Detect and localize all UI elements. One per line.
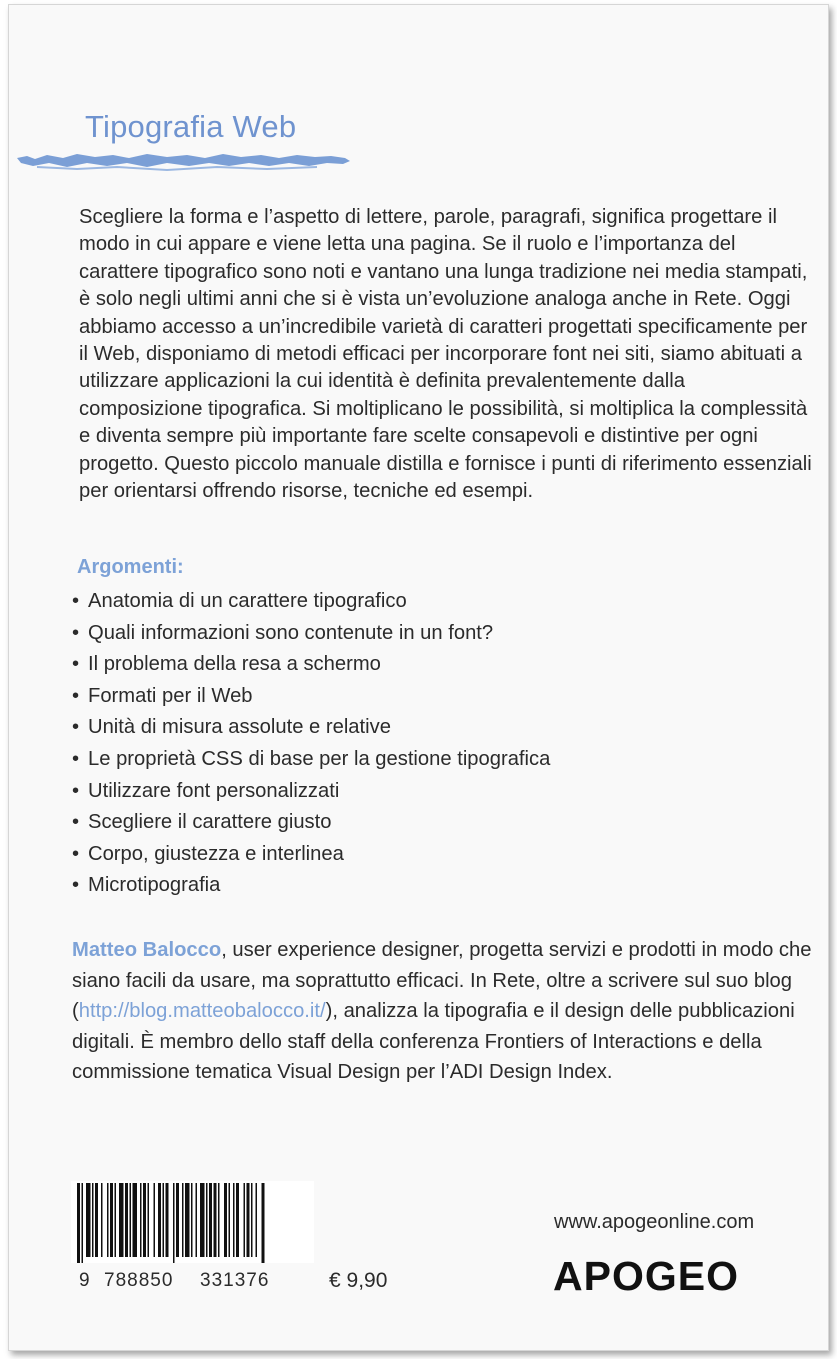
barcode-bar — [191, 1183, 193, 1257]
barcode-bar — [143, 1183, 146, 1257]
list-item — [72, 807, 550, 839]
bullet-icon: • — [72, 874, 80, 897]
publisher-logo: APOGEO — [553, 1253, 739, 1299]
barcode-bar — [148, 1183, 150, 1257]
list-item — [72, 618, 550, 650]
barcode-bar — [218, 1183, 220, 1257]
topic-label: Il problema della resa a schermo — [88, 653, 381, 676]
topic-label: Corpo, giustezza e interlinea — [88, 842, 344, 865]
author-bio-text-end: ), analizza la tipografia e il design delle pubblicazioni digitali. È membro dello staff della conferenza Frontiers of Interactions e della commissione tematica Visual Design per l’ADI Design Index. — [72, 1000, 795, 1083]
barcode-bar — [119, 1183, 124, 1257]
bullet-icon: • — [72, 779, 80, 802]
barcode-bar — [185, 1183, 190, 1257]
list-item — [72, 712, 550, 744]
isbn-barcode — [71, 1181, 314, 1263]
topic-label: Quali informazioni sono contenute in un font? — [88, 621, 494, 644]
topic-label: Scegliere il carattere giusto — [88, 811, 332, 834]
bullet-icon: • — [72, 811, 80, 834]
barcode-bar — [236, 1183, 239, 1257]
list-item — [72, 776, 550, 808]
publisher-website: www.apogeonline.com — [554, 1211, 755, 1233]
bullet-icon: • — [72, 747, 80, 770]
barcode-bar — [95, 1183, 98, 1257]
barcode-bar — [158, 1183, 161, 1257]
book-price: € 9,90 — [329, 1269, 388, 1292]
list-item — [72, 744, 550, 776]
author-bio-text: , user experience designer, progetta servizi e prodotti in modo che siano facili da usare, ma soprattutto efficaci. In Rete, oltre a scrivere sul suo blog ( — [72, 939, 812, 1022]
barcode-bar — [86, 1183, 91, 1257]
book-back-cover — [8, 4, 829, 1351]
isbn-digit-prefix: 9 — [79, 1270, 90, 1291]
list-item — [72, 649, 550, 681]
topics-list — [72, 586, 550, 902]
barcode-bar — [251, 1183, 253, 1257]
topics-heading: Argomenti: — [77, 556, 184, 578]
bullet-icon: • — [72, 842, 80, 865]
barcode-bar — [133, 1183, 138, 1257]
bullet-icon: • — [72, 621, 80, 644]
barcode-bar — [92, 1183, 94, 1257]
barcode-bar — [163, 1183, 165, 1257]
topic-label: Formati per il Web — [88, 684, 253, 707]
topic-label: Anatomia di un carattere tipografico — [88, 590, 407, 612]
author-blog-link[interactable]: http://blog.matteobalocco.it/ — [78, 1000, 326, 1022]
barcode-bar — [173, 1183, 175, 1263]
topic-label: Utilizzare font personalizzati — [88, 779, 340, 802]
list-item — [72, 870, 550, 902]
barcode-bar — [77, 1183, 80, 1263]
barcode-bar — [115, 1183, 117, 1257]
barcode-bar — [244, 1183, 246, 1257]
author-name: Matteo Balocco — [72, 939, 222, 961]
barcode-bar — [101, 1183, 103, 1257]
list-item — [72, 681, 550, 713]
barcode-bar — [140, 1183, 142, 1257]
barcode-bar — [196, 1183, 198, 1257]
topic-label: Microtipografia — [88, 874, 221, 897]
barcode-bar — [229, 1183, 231, 1257]
barcode-bar — [247, 1183, 250, 1257]
list-item — [72, 839, 550, 871]
bullet-icon: • — [72, 684, 80, 707]
barcode-bar — [176, 1183, 179, 1257]
barcode-bar — [166, 1183, 169, 1257]
bullet-icon: • — [72, 653, 80, 676]
barcode-bar — [182, 1183, 184, 1257]
barcode-bar — [209, 1183, 212, 1257]
author-bio — [72, 935, 817, 1088]
barcode-bar — [125, 1183, 128, 1257]
topic-label: Le proprietà CSS di base per la gestione tipografica — [88, 747, 551, 770]
barcode-bar — [262, 1183, 265, 1263]
topic-label: Unità di misura assolute e relative — [88, 716, 391, 739]
barcode-bar — [130, 1183, 132, 1257]
barcode-bar — [154, 1183, 156, 1257]
barcode-bar — [214, 1183, 217, 1257]
barcode-bar — [233, 1183, 235, 1257]
list-item — [72, 586, 550, 618]
barcode-bar — [200, 1183, 205, 1257]
barcode-bar — [110, 1183, 113, 1257]
barcode-bar — [82, 1183, 84, 1263]
bullet-icon: • — [72, 716, 80, 739]
brush-stroke-decoration — [17, 151, 353, 173]
book-title: Tipografia Web — [85, 109, 297, 144]
barcode-bar — [256, 1183, 258, 1257]
isbn-digits-group-1: 788850 — [104, 1270, 174, 1291]
barcode-bar — [224, 1183, 227, 1257]
barcode-bar — [107, 1183, 109, 1257]
bullet-icon: • — [72, 590, 80, 612]
book-description: Scegliere la forma e l’aspetto di lettere, parole, paragrafi, significa progettare il modo in cui appare e viene letta una pagina. Se il ruolo e l’importanza del carattere tipografico sono noti e vantano una lunga tradizione nei media stampati, è solo negli ultimi anni che si è vista un’evoluzione analoga anche in Rete. Oggi abbiamo accesso a un’incredibile varietà di caratteri progettati specificamente per il Web, disponiamo di metodi efficaci per incorporare font nei siti, siamo abituati a utilizzare applicazioni la cui identità è definita prevalentemente dalla composizione tipografica. Si moltiplicano le possibilità, si moltiplica la complessità e diventa sempre più importante fare scelte consapevoli e distintive per ogni progetto. Questo piccolo manuale distilla e fornisce i punti di riferimento essenziali per orientarsi offrendo risorse, tecniche ed esempi. — [79, 206, 812, 503]
barcode-bar — [206, 1183, 208, 1257]
isbn-digits-group-2: 331376 — [200, 1270, 270, 1291]
